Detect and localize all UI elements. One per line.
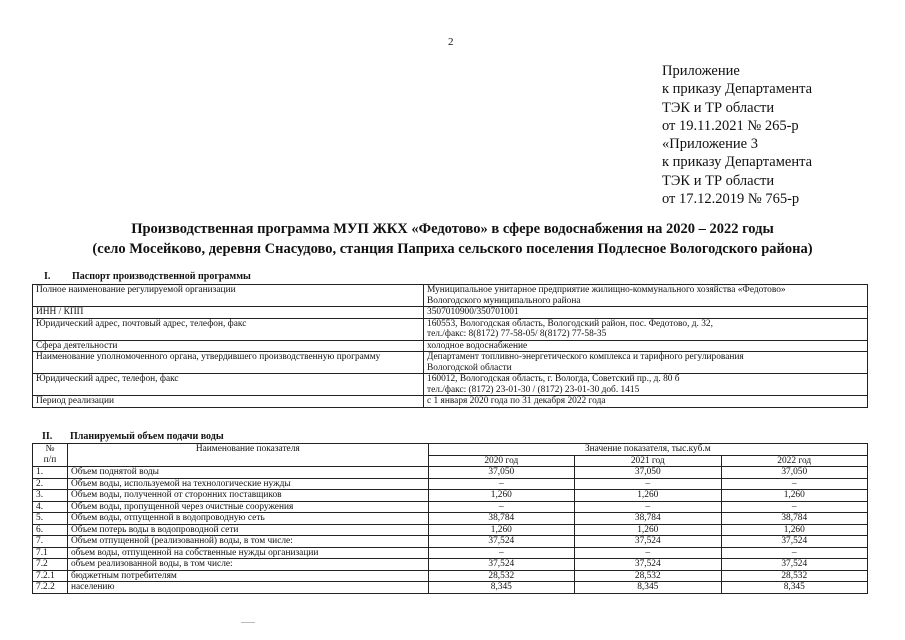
table-header-row	[33, 444, 868, 456]
passport-label: Сфера деятельности	[33, 340, 424, 352]
row-value: 37,524	[575, 559, 721, 571]
header-name: Наименование показателя	[67, 444, 428, 467]
section-1-title: Паспорт производственной программы	[72, 271, 251, 282]
section-1-heading	[44, 271, 251, 282]
appendix-line: ТЭК и ТР области	[662, 99, 775, 116]
passport-label: ИНН / КПП	[33, 307, 424, 319]
section-2-title: Планируемый объем подачи воды	[70, 431, 224, 442]
row-number: 7.2.2	[33, 582, 68, 594]
row-value: 28,532	[428, 570, 574, 582]
section-2-heading	[42, 431, 224, 442]
row-value: 1,260	[428, 490, 574, 502]
row-value: 1,260	[721, 524, 868, 536]
title-line-2: (село Мосейково, деревня Снасудово, станция Паприха сельского поселения Подлесное Вологодского района)	[92, 241, 813, 257]
appendix-line: ТЭК и ТР области	[662, 172, 775, 189]
row-number: 5.	[33, 513, 68, 525]
table-row	[33, 285, 868, 307]
row-name: Объем воды, используемой на технологические нужды	[67, 478, 428, 490]
scan-mark	[241, 622, 255, 623]
row-value: –	[575, 478, 721, 490]
table-row	[33, 352, 868, 374]
row-name: населению	[67, 582, 428, 594]
row-value: 8,345	[428, 582, 574, 594]
header-year: 2020 год	[428, 455, 574, 467]
row-value: 1,260	[575, 524, 721, 536]
passport-value-line: Муниципальное унитарное предприятие жилищно-коммунального хозяйства «Федотово»	[427, 285, 786, 295]
table-row	[33, 559, 868, 571]
passport-value	[424, 374, 868, 396]
row-number: 7.1	[33, 547, 68, 559]
appendix-line: к приказу Департамента	[662, 81, 813, 98]
row-value: 1,260	[575, 490, 721, 502]
passport-value	[424, 318, 868, 340]
passport-value-line: с 1 января 2020 года по 31 декабря 2022 года	[427, 396, 606, 406]
row-value: –	[428, 501, 574, 513]
row-value: –	[575, 501, 721, 513]
row-value: 8,345	[575, 582, 721, 594]
table-row	[33, 374, 868, 396]
row-name: Объем потерь воды в водопроводной сети	[67, 524, 428, 536]
table-row	[33, 396, 868, 408]
row-value: –	[428, 478, 574, 490]
passport-table	[32, 284, 868, 408]
row-name: Объем воды, отпущенной в водопроводную сеть	[67, 513, 428, 525]
row-number: 7.	[33, 536, 68, 548]
row-name: Объем отпущенной (реализованной) воды, в том числе:	[67, 536, 428, 548]
row-value: 37,050	[428, 467, 574, 479]
row-value: 38,784	[721, 513, 868, 525]
table-row	[33, 501, 868, 513]
row-value: 37,524	[575, 536, 721, 548]
row-value: 37,050	[575, 467, 721, 479]
passport-value-line: Вологодского муниципального района	[427, 295, 581, 306]
passport-value	[424, 307, 868, 319]
row-number: 6.	[33, 524, 68, 536]
table-row	[33, 547, 868, 559]
row-number: 1.	[33, 467, 68, 479]
passport-label: Наименование уполномоченного органа, утвердившего производственную программу	[33, 352, 424, 374]
section-1-number: I.	[44, 271, 51, 282]
row-number: 2.	[33, 478, 68, 490]
row-number: 3.	[33, 490, 68, 502]
header-value-group: Значение показателя, тыс.куб.м	[428, 444, 867, 456]
table-row	[33, 490, 868, 502]
passport-value-line: тел./факс: 8(8172) 77-58-05/ 8(8172) 77-58-35	[427, 329, 607, 339]
row-value: 1,260	[428, 524, 574, 536]
row-value: 8,345	[721, 582, 868, 594]
passport-value-line: тел./факс: (8172) 23-01-30 / (8172) 23-01-30 доб. 1415	[427, 384, 640, 395]
row-value: 28,532	[575, 570, 721, 582]
header-num-line: №	[45, 444, 55, 454]
appendix-line: от 19.11.2021 № 265-р	[662, 117, 799, 134]
row-value: 37,524	[428, 536, 574, 548]
appendix-line: к приказу Департамента	[662, 154, 813, 171]
row-name: бюджетным потребителям	[67, 570, 428, 582]
row-number: 7.2	[33, 559, 68, 571]
appendix-block	[662, 62, 812, 208]
title-line-1: Производственная программа МУП ЖКХ «Федотово» в сфере водоснабжения на 2020 – 2022 годы	[131, 221, 774, 237]
passport-value	[424, 340, 868, 352]
passport-label: Полное наименование регулируемой организации	[33, 285, 424, 307]
passport-value-line: Департамент топливно-энергетического комплекса и тарифного регулирования	[427, 352, 744, 362]
row-value: 37,524	[721, 559, 868, 571]
row-value: –	[428, 547, 574, 559]
table-row	[33, 513, 868, 525]
passport-label: Период реализации	[33, 396, 424, 408]
table-row	[33, 570, 868, 582]
row-value: –	[575, 547, 721, 559]
passport-value-line: 160553, Вологодская область, Вологодский район, пос. Федотово, д. 32,	[427, 318, 713, 329]
table-row	[33, 467, 868, 479]
table-row	[33, 478, 868, 490]
appendix-line: Приложение	[662, 63, 740, 79]
page-number: 2	[448, 36, 454, 48]
row-value: –	[721, 478, 868, 490]
row-value: 37,050	[721, 467, 868, 479]
row-value: 38,784	[428, 513, 574, 525]
table-row	[33, 536, 868, 548]
section-2-number: II.	[42, 431, 53, 442]
row-name: Объем поднятой воды	[67, 467, 428, 479]
row-number: 4.	[33, 501, 68, 513]
passport-label: Юридический адрес, телефон, факс	[33, 374, 424, 396]
passport-label: Юридический адрес, почтовый адрес, телефон, факс	[33, 318, 424, 340]
table-row	[33, 524, 868, 536]
document-title	[0, 219, 905, 259]
row-value: 28,532	[721, 570, 868, 582]
passport-value-line: 160012, Вологодская область, г. Вологда, Советский пр., д. 80 б	[427, 374, 680, 384]
table-row	[33, 582, 868, 594]
header-num-line: п/п	[43, 454, 57, 465]
row-value: 1,260	[721, 490, 868, 502]
row-name: Объем воды, пропущенной через очистные сооружения	[67, 501, 428, 513]
table-row	[33, 307, 868, 319]
header-num	[33, 444, 68, 467]
passport-value-line: Вологодской области	[427, 362, 512, 373]
row-value: –	[721, 501, 868, 513]
appendix-line: от 17.12.2019 № 765-р	[662, 191, 800, 208]
row-name: объем реализованной воды, в том числе:	[67, 559, 428, 571]
passport-value-line: холодное водоснабжение	[427, 340, 528, 351]
table-row	[33, 318, 868, 340]
row-value: 38,784	[575, 513, 721, 525]
row-value: 37,524	[721, 536, 868, 548]
passport-value	[424, 285, 868, 307]
passport-value	[424, 396, 868, 408]
header-year: 2022 год	[721, 455, 868, 467]
row-number: 7.2.1	[33, 570, 68, 582]
header-year: 2021 год	[575, 455, 721, 467]
row-value: 37,524	[428, 559, 574, 571]
row-value: –	[721, 547, 868, 559]
row-name: объем воды, отпущенной на собственные нужды организации	[67, 547, 428, 559]
row-name: Объем воды, полученной от сторонних поставщиков	[67, 490, 428, 502]
table-row	[33, 340, 868, 352]
appendix-line: «Приложение 3	[662, 136, 758, 153]
water-volume-table	[32, 443, 868, 594]
passport-value	[424, 352, 868, 374]
passport-value-line: 3507010900/350701001	[427, 307, 519, 317]
